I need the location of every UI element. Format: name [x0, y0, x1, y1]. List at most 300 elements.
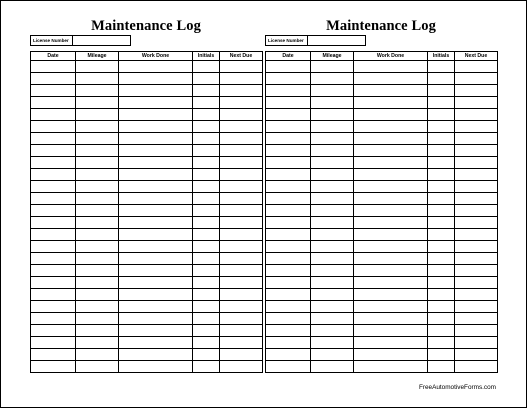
- date-cell[interactable]: [266, 181, 311, 193]
- date-cell[interactable]: [31, 313, 76, 325]
- next-due-cell[interactable]: [220, 169, 263, 181]
- next-due-cell[interactable]: [455, 61, 498, 73]
- date-cell[interactable]: [31, 361, 76, 373]
- mileage-cell[interactable]: [76, 121, 119, 133]
- table-row: [266, 361, 498, 373]
- initials-cell[interactable]: [428, 109, 455, 121]
- work-done-cell[interactable]: [119, 277, 193, 289]
- date-cell[interactable]: [31, 193, 76, 205]
- next-due-cell[interactable]: [455, 121, 498, 133]
- mileage-cell[interactable]: [76, 349, 119, 361]
- mileage-cell[interactable]: [311, 313, 354, 325]
- work-done-cell[interactable]: [119, 349, 193, 361]
- log-table: [265, 51, 498, 373]
- mileage-cell[interactable]: [311, 277, 354, 289]
- date-cell[interactable]: [31, 277, 76, 289]
- date-cell[interactable]: [31, 253, 76, 265]
- mileage-cell[interactable]: [76, 133, 119, 145]
- table-row: [266, 217, 498, 229]
- initials-cell[interactable]: [193, 349, 220, 361]
- work-done-cell[interactable]: [354, 301, 428, 313]
- next-due-cell[interactable]: [220, 325, 263, 337]
- date-cell[interactable]: [266, 277, 311, 289]
- date-cell[interactable]: [31, 289, 76, 301]
- date-cell[interactable]: [266, 61, 311, 73]
- mileage-cell[interactable]: [311, 181, 354, 193]
- date-cell[interactable]: [266, 73, 311, 85]
- mileage-cell[interactable]: [76, 61, 119, 73]
- date-cell[interactable]: [266, 265, 311, 277]
- initials-cell[interactable]: [428, 289, 455, 301]
- table-row: [31, 289, 263, 301]
- next-due-cell[interactable]: [455, 193, 498, 205]
- initials-cell[interactable]: [428, 121, 455, 133]
- initials-cell[interactable]: [193, 313, 220, 325]
- initials-cell[interactable]: [193, 145, 220, 157]
- initials-cell[interactable]: [428, 97, 455, 109]
- work-done-cell[interactable]: [354, 169, 428, 181]
- initials-cell[interactable]: [428, 61, 455, 73]
- initials-cell[interactable]: [193, 337, 220, 349]
- next-due-cell[interactable]: [455, 325, 498, 337]
- initials-cell[interactable]: [428, 325, 455, 337]
- next-due-cell[interactable]: [455, 253, 498, 265]
- work-done-cell[interactable]: [354, 289, 428, 301]
- date-cell[interactable]: [266, 205, 311, 217]
- initials-cell[interactable]: [193, 133, 220, 145]
- next-due-cell[interactable]: [220, 241, 263, 253]
- date-cell[interactable]: [31, 133, 76, 145]
- work-done-cell[interactable]: [354, 85, 428, 97]
- mileage-cell[interactable]: [76, 97, 119, 109]
- mileage-cell[interactable]: [311, 145, 354, 157]
- initials-cell[interactable]: [193, 73, 220, 85]
- date-cell[interactable]: [31, 265, 76, 277]
- work-done-cell[interactable]: [354, 205, 428, 217]
- date-cell[interactable]: [31, 61, 76, 73]
- mileage-cell[interactable]: [311, 157, 354, 169]
- date-cell[interactable]: [266, 217, 311, 229]
- table-row: [266, 133, 498, 145]
- license-number-label: License Number: [30, 35, 73, 46]
- work-done-cell[interactable]: [354, 121, 428, 133]
- table-row: [266, 229, 498, 241]
- date-cell[interactable]: [266, 145, 311, 157]
- date-cell[interactable]: [266, 133, 311, 145]
- work-done-cell[interactable]: [354, 61, 428, 73]
- mileage-cell[interactable]: [76, 181, 119, 193]
- date-cell[interactable]: [31, 205, 76, 217]
- next-due-cell[interactable]: [220, 337, 263, 349]
- next-due-cell[interactable]: [455, 241, 498, 253]
- next-due-cell[interactable]: [220, 109, 263, 121]
- initials-cell[interactable]: [428, 241, 455, 253]
- date-cell[interactable]: [31, 349, 76, 361]
- initials-cell[interactable]: [193, 181, 220, 193]
- next-due-cell[interactable]: [220, 145, 263, 157]
- initials-cell[interactable]: [193, 325, 220, 337]
- initials-cell[interactable]: [428, 181, 455, 193]
- work-done-cell[interactable]: [354, 241, 428, 253]
- table-row: [31, 349, 263, 361]
- site-credit: FreeAutomotiveForms.com: [418, 384, 496, 391]
- initials-cell[interactable]: [428, 337, 455, 349]
- date-cell[interactable]: [266, 169, 311, 181]
- work-done-cell[interactable]: [354, 217, 428, 229]
- work-done-cell[interactable]: [354, 145, 428, 157]
- initials-cell[interactable]: [193, 121, 220, 133]
- date-cell[interactable]: [31, 109, 76, 121]
- date-cell[interactable]: [31, 301, 76, 313]
- date-cell[interactable]: [266, 193, 311, 205]
- next-due-cell[interactable]: [220, 217, 263, 229]
- initials-cell[interactable]: [193, 253, 220, 265]
- mileage-cell[interactable]: [311, 169, 354, 181]
- table-row: [266, 193, 498, 205]
- work-done-cell[interactable]: [119, 217, 193, 229]
- initials-cell[interactable]: [428, 301, 455, 313]
- next-due-cell[interactable]: [455, 229, 498, 241]
- mileage-cell[interactable]: [311, 205, 354, 217]
- mileage-cell[interactable]: [311, 97, 354, 109]
- next-due-cell[interactable]: [455, 169, 498, 181]
- mileage-cell[interactable]: [76, 109, 119, 121]
- next-due-cell[interactable]: [455, 217, 498, 229]
- next-due-cell[interactable]: [220, 193, 263, 205]
- mileage-cell[interactable]: [76, 73, 119, 85]
- work-done-cell[interactable]: [119, 301, 193, 313]
- date-cell[interactable]: [31, 241, 76, 253]
- date-cell[interactable]: [31, 229, 76, 241]
- mileage-cell[interactable]: [76, 217, 119, 229]
- date-cell[interactable]: [266, 313, 311, 325]
- next-due-cell[interactable]: [455, 181, 498, 193]
- work-done-cell[interactable]: [354, 229, 428, 241]
- work-done-cell[interactable]: [119, 289, 193, 301]
- next-due-cell[interactable]: [220, 349, 263, 361]
- initials-cell[interactable]: [193, 241, 220, 253]
- mileage-cell[interactable]: [311, 217, 354, 229]
- next-due-cell[interactable]: [220, 73, 263, 85]
- initials-cell[interactable]: [193, 193, 220, 205]
- initials-cell[interactable]: [193, 61, 220, 73]
- date-cell[interactable]: [266, 85, 311, 97]
- work-done-cell[interactable]: [119, 313, 193, 325]
- mileage-cell[interactable]: [76, 157, 119, 169]
- next-due-cell[interactable]: [220, 277, 263, 289]
- work-done-cell[interactable]: [354, 109, 428, 121]
- mileage-cell[interactable]: [311, 193, 354, 205]
- license-number-row: [265, 35, 497, 46]
- initials-cell[interactable]: [428, 169, 455, 181]
- work-done-cell[interactable]: [354, 265, 428, 277]
- next-due-cell[interactable]: [455, 277, 498, 289]
- mileage-cell[interactable]: [311, 85, 354, 97]
- next-due-cell[interactable]: [455, 301, 498, 313]
- work-done-cell[interactable]: [119, 325, 193, 337]
- mileage-cell[interactable]: [76, 361, 119, 373]
- date-cell[interactable]: [31, 73, 76, 85]
- mileage-cell[interactable]: [311, 301, 354, 313]
- work-done-cell[interactable]: [354, 193, 428, 205]
- table-row: [266, 61, 498, 73]
- date-cell[interactable]: [31, 97, 76, 109]
- next-due-cell[interactable]: [455, 265, 498, 277]
- license-number-field[interactable]: [73, 35, 131, 46]
- next-due-cell[interactable]: [220, 181, 263, 193]
- initials-cell[interactable]: [428, 265, 455, 277]
- initials-cell[interactable]: [193, 157, 220, 169]
- mileage-cell[interactable]: [76, 145, 119, 157]
- work-done-cell[interactable]: [119, 193, 193, 205]
- table-row: [266, 121, 498, 133]
- next-due-cell[interactable]: [220, 361, 263, 373]
- work-done-cell[interactable]: [119, 133, 193, 145]
- table-row: [266, 313, 498, 325]
- next-due-cell[interactable]: [455, 337, 498, 349]
- date-cell[interactable]: [266, 121, 311, 133]
- mileage-cell[interactable]: [311, 361, 354, 373]
- work-done-cell[interactable]: [119, 61, 193, 73]
- initials-cell[interactable]: [193, 169, 220, 181]
- work-done-cell[interactable]: [119, 145, 193, 157]
- next-due-cell[interactable]: [455, 205, 498, 217]
- work-done-cell[interactable]: [354, 133, 428, 145]
- mileage-cell[interactable]: [76, 253, 119, 265]
- initials-cell[interactable]: [193, 97, 220, 109]
- initials-cell[interactable]: [428, 157, 455, 169]
- initials-cell[interactable]: [428, 85, 455, 97]
- mileage-cell[interactable]: [76, 85, 119, 97]
- mileage-cell[interactable]: [76, 193, 119, 205]
- initials-cell[interactable]: [428, 277, 455, 289]
- initials-cell[interactable]: [193, 229, 220, 241]
- work-done-cell[interactable]: [354, 97, 428, 109]
- work-done-cell[interactable]: [354, 325, 428, 337]
- next-due-cell[interactable]: [220, 265, 263, 277]
- mileage-cell[interactable]: [76, 325, 119, 337]
- table-row: [266, 325, 498, 337]
- initials-cell[interactable]: [193, 217, 220, 229]
- date-cell[interactable]: [266, 157, 311, 169]
- date-cell[interactable]: [266, 337, 311, 349]
- initials-cell[interactable]: [193, 277, 220, 289]
- work-done-cell[interactable]: [354, 361, 428, 373]
- next-due-cell[interactable]: [455, 145, 498, 157]
- work-done-cell[interactable]: [119, 157, 193, 169]
- work-done-cell[interactable]: [119, 121, 193, 133]
- table-row: [31, 61, 263, 73]
- initials-cell[interactable]: [428, 229, 455, 241]
- table-row: [266, 265, 498, 277]
- date-cell[interactable]: [266, 241, 311, 253]
- work-done-cell[interactable]: [119, 265, 193, 277]
- initials-cell[interactable]: [428, 73, 455, 85]
- work-done-cell[interactable]: [119, 253, 193, 265]
- mileage-cell[interactable]: [311, 73, 354, 85]
- table-row: [266, 253, 498, 265]
- mileage-cell[interactable]: [76, 277, 119, 289]
- work-done-cell[interactable]: [354, 253, 428, 265]
- work-done-cell[interactable]: [119, 169, 193, 181]
- table-row: [31, 97, 263, 109]
- mileage-cell[interactable]: [76, 313, 119, 325]
- work-done-cell[interactable]: [354, 73, 428, 85]
- next-due-cell[interactable]: [455, 361, 498, 373]
- date-cell[interactable]: [31, 181, 76, 193]
- next-due-cell[interactable]: [220, 97, 263, 109]
- mileage-cell[interactable]: [311, 241, 354, 253]
- date-cell[interactable]: [31, 325, 76, 337]
- initials-cell[interactable]: [193, 265, 220, 277]
- next-due-cell[interactable]: [220, 253, 263, 265]
- next-due-cell[interactable]: [220, 121, 263, 133]
- next-due-cell[interactable]: [220, 301, 263, 313]
- initials-cell[interactable]: [428, 193, 455, 205]
- date-cell[interactable]: [31, 145, 76, 157]
- column-header-date: Date: [31, 52, 76, 61]
- table-row: [266, 181, 498, 193]
- mileage-cell[interactable]: [311, 133, 354, 145]
- log-table: [30, 51, 263, 373]
- column-header-work-done: Work Done: [354, 52, 428, 61]
- work-done-cell[interactable]: [119, 229, 193, 241]
- mileage-cell[interactable]: [76, 205, 119, 217]
- work-done-cell[interactable]: [354, 337, 428, 349]
- table-row: [31, 121, 263, 133]
- table-row: [31, 301, 263, 313]
- mileage-cell[interactable]: [76, 301, 119, 313]
- mileage-cell[interactable]: [311, 229, 354, 241]
- mileage-cell[interactable]: [76, 229, 119, 241]
- initials-cell[interactable]: [428, 349, 455, 361]
- mileage-cell[interactable]: [311, 61, 354, 73]
- date-cell[interactable]: [31, 217, 76, 229]
- table-header-row: [266, 52, 498, 61]
- date-cell[interactable]: [266, 289, 311, 301]
- mileage-cell[interactable]: [311, 253, 354, 265]
- initials-cell[interactable]: [193, 301, 220, 313]
- initials-cell[interactable]: [428, 313, 455, 325]
- mileage-cell[interactable]: [76, 265, 119, 277]
- next-due-cell[interactable]: [455, 349, 498, 361]
- work-done-cell[interactable]: [119, 361, 193, 373]
- initials-cell[interactable]: [193, 85, 220, 97]
- date-cell[interactable]: [31, 121, 76, 133]
- work-done-cell[interactable]: [354, 349, 428, 361]
- table-row: [31, 205, 263, 217]
- mileage-cell[interactable]: [311, 289, 354, 301]
- next-due-cell[interactable]: [455, 313, 498, 325]
- license-number-field[interactable]: [308, 35, 366, 46]
- next-due-cell[interactable]: [220, 157, 263, 169]
- mileage-cell[interactable]: [311, 109, 354, 121]
- date-cell[interactable]: [266, 253, 311, 265]
- next-due-cell[interactable]: [455, 73, 498, 85]
- work-done-cell[interactable]: [354, 181, 428, 193]
- mileage-cell[interactable]: [311, 349, 354, 361]
- date-cell[interactable]: [266, 229, 311, 241]
- table-row: [266, 241, 498, 253]
- work-done-cell[interactable]: [354, 313, 428, 325]
- work-done-cell[interactable]: [119, 337, 193, 349]
- mileage-cell[interactable]: [311, 265, 354, 277]
- next-due-cell[interactable]: [455, 289, 498, 301]
- next-due-cell[interactable]: [220, 313, 263, 325]
- log-rows: [266, 61, 498, 373]
- table-row: [31, 109, 263, 121]
- column-header-next-due: Next Due: [455, 52, 498, 61]
- date-cell[interactable]: [266, 349, 311, 361]
- date-cell[interactable]: [266, 325, 311, 337]
- initials-cell[interactable]: [428, 133, 455, 145]
- next-due-cell[interactable]: [220, 289, 263, 301]
- initials-cell[interactable]: [193, 205, 220, 217]
- column-header-work-done: Work Done: [119, 52, 193, 61]
- date-cell[interactable]: [266, 109, 311, 121]
- date-cell[interactable]: [266, 361, 311, 373]
- date-cell[interactable]: [31, 85, 76, 97]
- initials-cell[interactable]: [428, 361, 455, 373]
- next-due-cell[interactable]: [455, 109, 498, 121]
- next-due-cell[interactable]: [220, 205, 263, 217]
- date-cell[interactable]: [31, 157, 76, 169]
- work-done-cell[interactable]: [119, 181, 193, 193]
- work-done-cell[interactable]: [119, 97, 193, 109]
- work-done-cell[interactable]: [354, 157, 428, 169]
- work-done-cell[interactable]: [119, 73, 193, 85]
- date-cell[interactable]: [31, 169, 76, 181]
- initials-cell[interactable]: [193, 289, 220, 301]
- next-due-cell[interactable]: [455, 133, 498, 145]
- mileage-cell[interactable]: [76, 337, 119, 349]
- mileage-cell[interactable]: [311, 121, 354, 133]
- work-done-cell[interactable]: [119, 109, 193, 121]
- mileage-cell[interactable]: [76, 289, 119, 301]
- table-row: [266, 97, 498, 109]
- work-done-cell[interactable]: [119, 205, 193, 217]
- initials-cell[interactable]: [428, 145, 455, 157]
- mileage-cell[interactable]: [311, 325, 354, 337]
- date-cell[interactable]: [266, 97, 311, 109]
- work-done-cell[interactable]: [119, 85, 193, 97]
- mileage-cell[interactable]: [76, 169, 119, 181]
- initials-cell[interactable]: [428, 253, 455, 265]
- mileage-cell[interactable]: [311, 337, 354, 349]
- table-row: [31, 145, 263, 157]
- table-row: [31, 229, 263, 241]
- next-due-cell[interactable]: [220, 61, 263, 73]
- initials-cell[interactable]: [428, 205, 455, 217]
- next-due-cell[interactable]: [220, 133, 263, 145]
- next-due-cell[interactable]: [455, 85, 498, 97]
- column-header-date: Date: [266, 52, 311, 61]
- initials-cell[interactable]: [193, 109, 220, 121]
- initials-cell[interactable]: [193, 361, 220, 373]
- next-due-cell[interactable]: [455, 97, 498, 109]
- work-done-cell[interactable]: [354, 277, 428, 289]
- table-row: [266, 109, 498, 121]
- column-header-mileage: Mileage: [311, 52, 354, 61]
- initials-cell[interactable]: [428, 217, 455, 229]
- next-due-cell[interactable]: [220, 229, 263, 241]
- next-due-cell[interactable]: [220, 85, 263, 97]
- mileage-cell[interactable]: [76, 241, 119, 253]
- next-due-cell[interactable]: [455, 157, 498, 169]
- date-cell[interactable]: [31, 337, 76, 349]
- date-cell[interactable]: [266, 301, 311, 313]
- work-done-cell[interactable]: [119, 241, 193, 253]
